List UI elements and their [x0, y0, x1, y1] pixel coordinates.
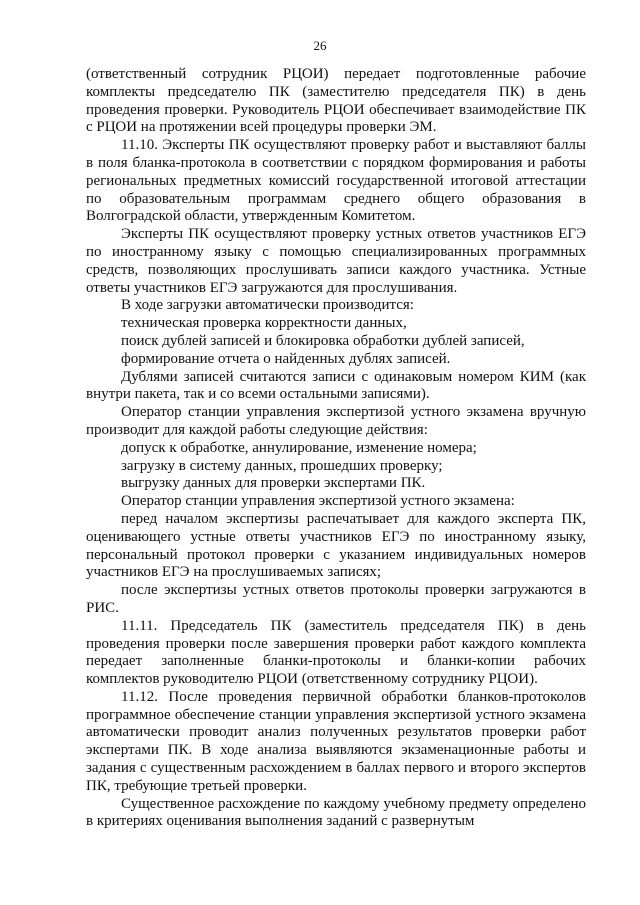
page-number: 26 [313, 38, 327, 53]
list-item-admission: допуск к обработке, аннулирование, изменение номера; [121, 439, 477, 456]
paragraph-duplicates-definition: Дублями записей считаются записи с одинаковым номером КИМ (как внутри пакета, так и со всеми остальными записями). [86, 368, 586, 403]
paragraph-operator-manual-actions: Оператор станции управления экспертизой устного экзамена вручную производит для каждой работы следующие действия: [86, 404, 586, 438]
list-item-tech-check: техническая проверка корректности данных, [121, 315, 407, 332]
paragraph-11-12: 11.12. После проведения первичной обработки бланков-протоколов программное обеспечение станции управления экспертизой устного экзамена автоматически проводит анализ полученных результатов проверки работ экспертами ПК. В ходе анализа выявляются экзаменационные работы и задания с существенным расхождением в баллах первого и второго экспертов ПК, требующие третьей проверки. [86, 688, 586, 794]
list-item-duplicate-search: поиск дублей записей и блокировка обработки дублей записей, [121, 332, 525, 349]
document-body [86, 66, 586, 831]
list-item-protocol-upload: после экспертизы устных ответов протоколы проверки загружаются в РИС. [86, 582, 586, 616]
paragraph-11-11: 11.11. Председатель ПК (заместитель председателя ПК) в день проведения проверки после завершения проверки работ каждого комплекта передает заполненные бланки-протоколы и бланки-копии рабочих комплектов руководителю РЦОИ (ответственному сотруднику РЦОИ). [86, 617, 586, 688]
paragraph-upload-intro: В ходе загрузки автоматически производится: [121, 297, 414, 314]
list-item-duplicate-report: формирование отчета о найденных дублях записей. [121, 350, 451, 367]
list-item-protocol-print: перед началом экспертизы распечатывает для каждого эксперта ПК, оценивающего устные ответы участников ЕГЭ по иностранному языку, персональный протокол проверки с указанием индивидуальных номеров участников ЕГЭ на прослушиваемых записях; [86, 510, 586, 581]
paragraph-continuation: (ответственный сотрудник РЦОИ) передает подготовленные рабочие комплекты председателю ПК (заместителю председателя ПК) в день проведения проверки. Руководитель РЦОИ обеспечивает взаимодействие ПК с РЦОИ на протяжении всей процедуры проверки ЭМ. [86, 66, 586, 136]
paragraph-oral-answers-check: Эксперты ПК осуществляют проверку устных ответов участников ЕГЭ по иностранному языку с помощью специализированных программных средств, позволяющих прослушивать записи каждого участника. Устные ответы участников ЕГЭ загружаются для прослушивания. [86, 226, 586, 296]
list-item-data-export: выгрузку данных для проверки экспертами ПК. [121, 475, 426, 492]
paragraph-11-10: 11.10. Эксперты ПК осуществляют проверку работ и выставляют баллы в поля бланка-протокола в соответствии с порядком формирования и работы региональных предметных комиссий государственной итоговой аттестации по образовательным программам среднего общего образования в Волгоградской области, утвержденным Комитетом. [86, 137, 586, 225]
list-item-system-upload: загрузку в систему данных, прошедших проверку; [121, 457, 443, 474]
paragraph-significant-discrepancy: Существенное расхождение по каждому учебному предмету определено в критериях оценивания выполнения заданий с развернутым [86, 795, 586, 830]
paragraph-operator-intro: Оператор станции управления экспертизой устного экзамена: [121, 493, 515, 510]
